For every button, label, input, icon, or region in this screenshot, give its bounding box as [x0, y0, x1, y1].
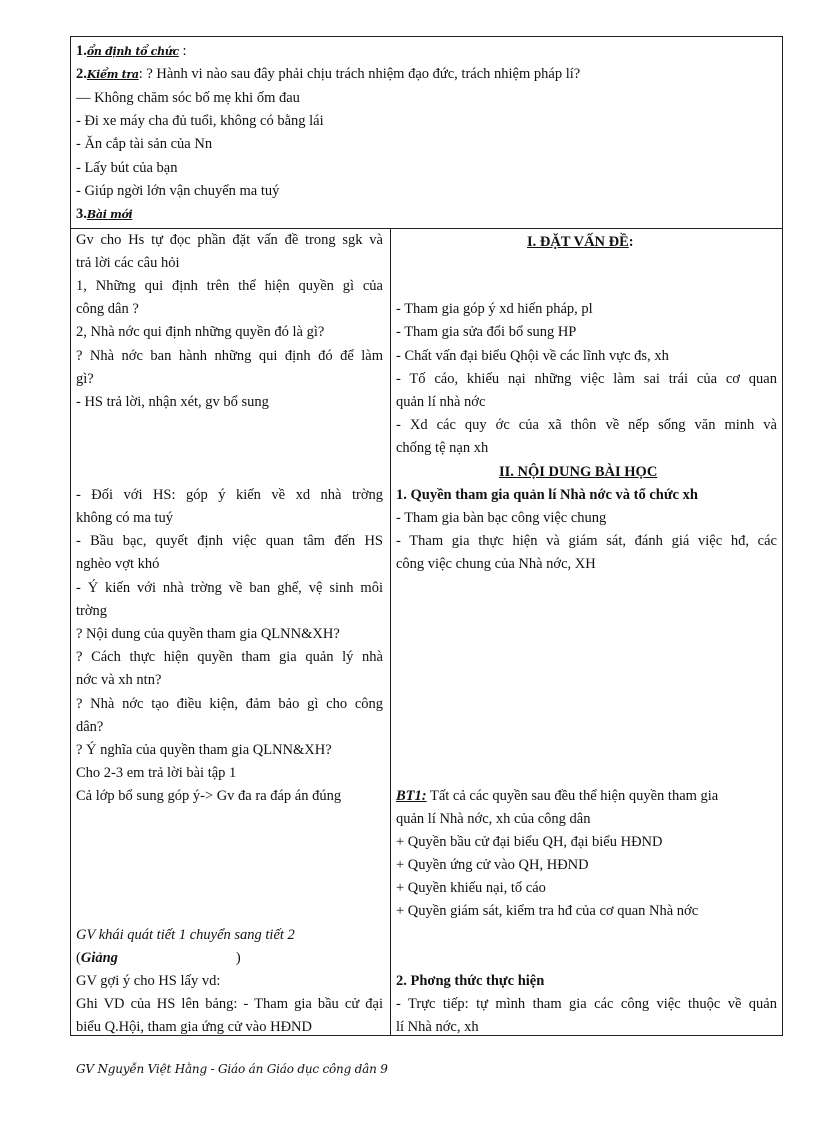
left-end-2: Ghi VD của HS lên bảng: - Tham gia bầu cử đại	[76, 996, 383, 1012]
left-intro-8: - HS trả lời, nhận xét, gv bổ sung	[76, 394, 269, 410]
issue-6: - Xd các quy ớc của xã thôn về nếp sống văn minh và	[396, 417, 777, 433]
content1-3: công việc chung của Nhà nớc, XH	[396, 556, 596, 572]
left-mid-1: - Đối với HS: góp ý kiến về xd nhà trờng	[76, 487, 383, 503]
bt1-4: + Quyền khiếu nại, tố cáo	[396, 880, 546, 896]
subheading-phuong-thuc: 2. Phơng thức thực hiện	[396, 973, 545, 989]
bt1-line: BT1: Tất cả các quyền sau đều thể hiện quyền tham gia	[396, 788, 719, 804]
step-2: 2.Kiểm tra: ? Hành vi nào sau đây phải chịu trách nhiệm đạo đức, trách nhiệm pháp lí?	[76, 66, 581, 82]
left-intro-3: 1, Những qui định trên thể hiện quyền gì của	[76, 278, 383, 294]
left-intro-6: ? Nhà nớc ban hành những qui định đó để làm	[76, 348, 383, 364]
left-intro-4: công dân ?	[76, 301, 139, 317]
row-divider	[70, 228, 783, 229]
issue-7: chống tệ nạn xh	[396, 440, 489, 456]
left-mid-4: nghèo vợt khó	[76, 556, 160, 572]
content1-1: - Tham gia bàn bạc công việc chung	[396, 510, 607, 526]
left-end-1: GV gợi ý cho HS lấy vd:	[76, 973, 221, 989]
left-mid-2: không có ma tuý	[76, 510, 174, 526]
option-2: - Đi xe máy cha đủ tuổi, không có bằng lái	[76, 113, 324, 129]
option-3: - Ăn cắp tài sản của Nn	[76, 136, 213, 152]
left-mid-6: trờng	[76, 603, 108, 619]
subheading-quyen: 1. Quyền tham gia quản lí Nhà nớc và tổ chức xh	[396, 487, 698, 503]
left-end-3: biểu Q.Hội, tham gia ứng cử vào HĐND	[76, 1019, 312, 1035]
left-mid-13: Cho 2-3 em trả lời bài tập 1	[76, 765, 237, 781]
left-mid-10: ? Nhà nớc tạo điều kiện, đảm bảo gì cho công	[76, 696, 383, 712]
gv-summary: GV khái quát tiết 1 chuyển sang tiết 2	[76, 927, 295, 943]
bt1-5: + Quyền giám sát, kiểm tra hđ của cơ quan Nhà nớc	[396, 903, 699, 919]
option-4: - Lấy bút của bạn	[76, 160, 178, 176]
issue-5: quản lí nhà nớc	[396, 394, 486, 410]
left-mid-9: nớc và xh ntn?	[76, 672, 162, 688]
left-intro-5: 2, Nhà nớc qui định những quyền đó là gì?	[76, 324, 325, 340]
left-intro-7: gì?	[76, 371, 94, 387]
left-mid-14: Cả lớp bổ sung góp ý-> Gv đa ra đáp án đúng	[76, 788, 342, 804]
issue-4: - Tố cáo, khiếu nại những việc làm sai trái của cơ quan	[396, 371, 777, 387]
bt1-2: + Quyền bầu cử đại biểu QH, đại biểu HĐND	[396, 834, 663, 850]
left-mid-8: ? Cách thực hiện quyền tham gia quản lý nhà	[76, 649, 383, 665]
step-3: 3.Bài mới	[76, 206, 133, 222]
left-mid-7: ? Nội dung của quyền tham gia QLNN&XH?	[76, 626, 340, 642]
issue-3: - Chất vấn đại biểu Qhội về các lĩnh vực đs, xh	[396, 348, 669, 364]
bt1-3: + Quyền ứng cử vào QH, HĐND	[396, 857, 589, 873]
content2-2: lí Nhà nớc, xh	[396, 1019, 479, 1035]
option-1: — Không chăm sóc bố mẹ khi ốm đau	[76, 90, 300, 106]
step-1: 1.ổn định tổ chức :	[76, 43, 187, 59]
issue-2: - Tham gia sửa đổi bổ sung HP	[396, 324, 577, 340]
column-divider	[390, 228, 391, 1036]
left-intro-1: Gv cho Hs tự đọc phần đặt vấn đề trong sgk và	[76, 232, 383, 248]
giang-note: (Giảng )	[76, 950, 241, 966]
heading-dat-van-de: I. ĐẶT VẤN ĐỀ:	[527, 234, 634, 250]
left-mid-3: - Bầu bạc, quyết định việc quan tâm đến HS	[76, 533, 383, 549]
heading-noi-dung: II. NỘI DUNG BÀI HỌC	[499, 464, 658, 480]
issue-1: - Tham gia góp ý xd hiến pháp, pl	[396, 301, 593, 317]
content2-1: - Trực tiếp: tự mình tham gia các công việc thuộc về quản	[396, 996, 777, 1012]
bt1-1: quản lí Nhà nớc, xh của công dân	[396, 811, 591, 827]
page-footer: GV Nguyễn Việt Hằng - Giáo án Giáo dục công dân 9	[76, 1062, 388, 1076]
left-mid-12: ? Ý nghĩa của quyền tham gia QLNN&XH?	[76, 742, 332, 758]
left-intro-2: trả lời các câu hỏi	[76, 255, 180, 271]
content1-2: - Tham gia thực hiện và giám sát, đánh giá việc hđ, các	[396, 533, 777, 549]
left-mid-5: - Ý kiến với nhà trờng về ban ghế, vệ sinh môi	[76, 580, 383, 596]
option-5: - Giúp ngời lớn vận chuyển ma tuý	[76, 183, 280, 199]
left-mid-11: dân?	[76, 719, 104, 735]
